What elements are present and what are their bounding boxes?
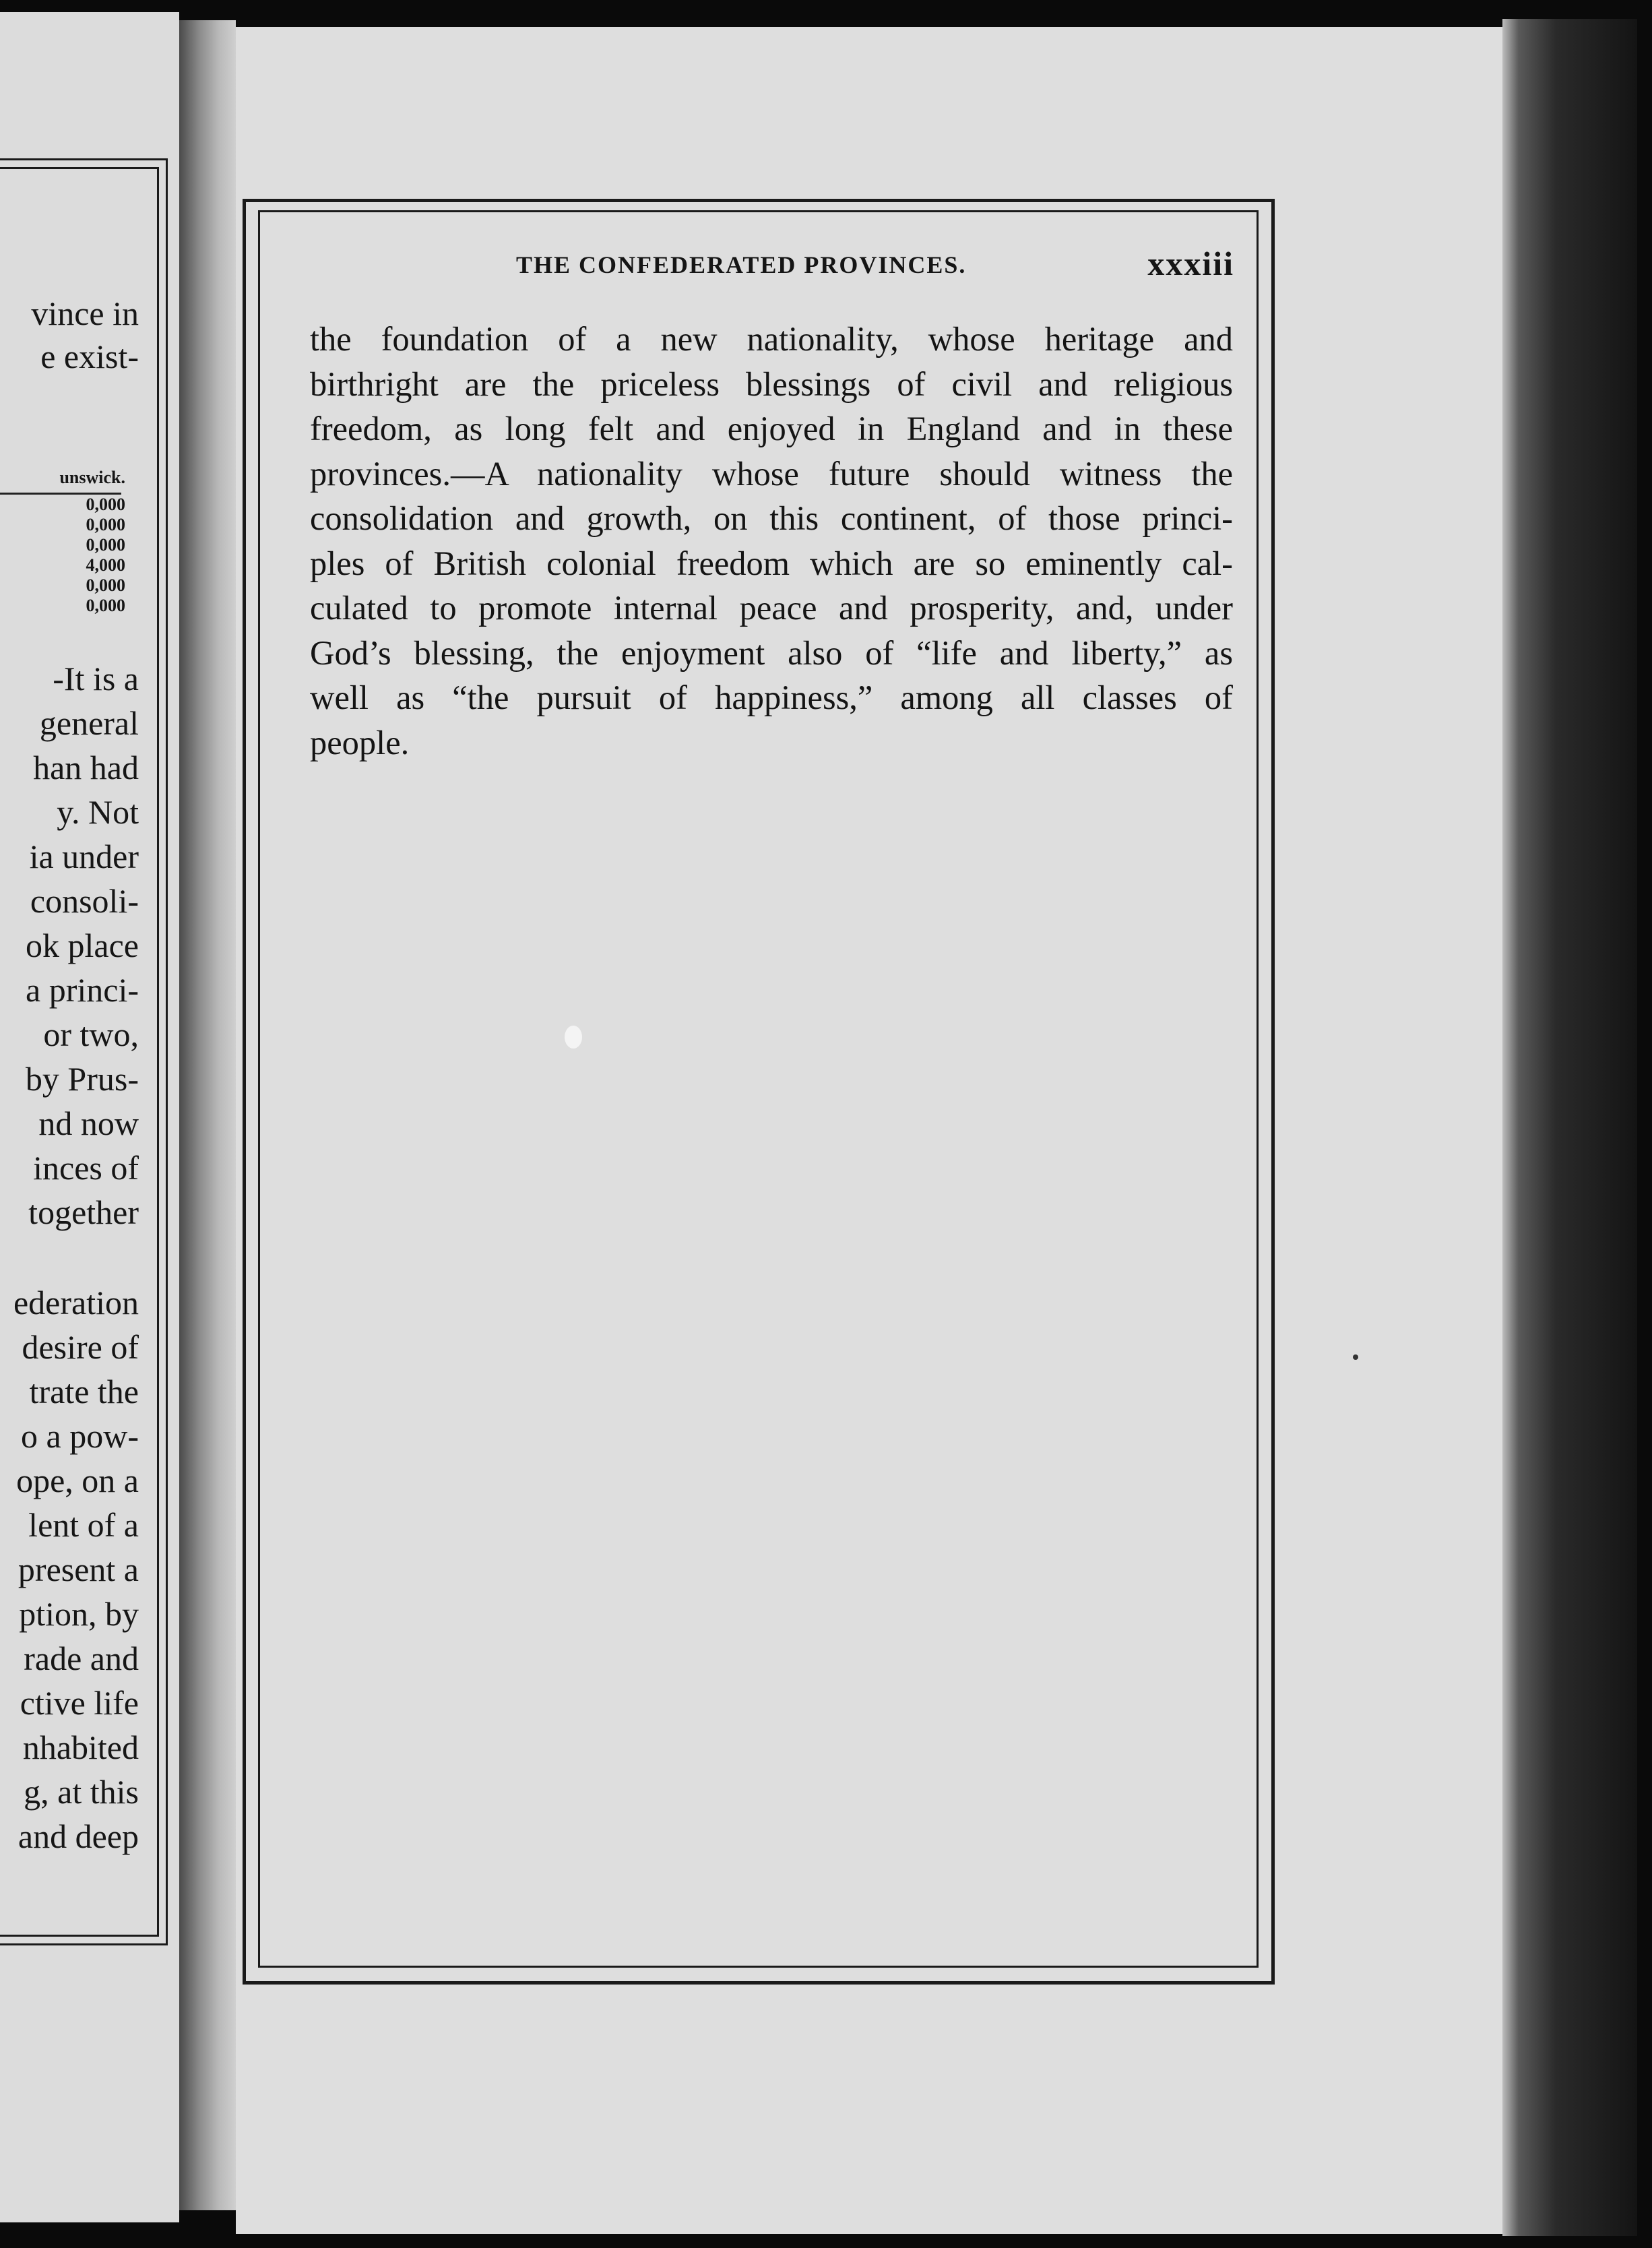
previous-page-line: by Prus- <box>25 1060 139 1098</box>
paper-speck <box>1353 1354 1358 1360</box>
previous-page-line: e exist- <box>40 338 139 375</box>
previous-page-line: y. Not <box>57 793 139 831</box>
previous-page-line: or two, <box>43 1016 139 1053</box>
previous-page-line: nhabited <box>22 1728 139 1766</box>
text-line: people. <box>310 723 410 761</box>
previous-page-line: inces of <box>33 1149 139 1187</box>
previous-page-line: together <box>28 1193 139 1231</box>
previous-page-line: rade and <box>24 1640 139 1677</box>
previous-page-line: ok place <box>26 927 139 964</box>
previous-page-table-heading: unswick. <box>59 468 125 487</box>
text-line: freedom, as long felt and enjoyed in England and in these <box>310 410 1233 447</box>
previous-page-table-value: 0,000 <box>86 535 125 555</box>
book-gutter <box>179 20 236 2210</box>
previous-page-line: vince in <box>31 294 139 332</box>
previous-page-table-value: 4,000 <box>86 555 125 575</box>
previous-page-line: ope, on a <box>16 1462 139 1499</box>
previous-page-line: ederation <box>13 1284 139 1321</box>
text-line: provinces.—A nationality whose future should witness the <box>310 454 1233 493</box>
previous-page-line: ption, by <box>19 1595 139 1633</box>
previous-page-table-value: 0,000 <box>86 495 125 514</box>
previous-page-line: ia under <box>29 838 139 875</box>
previous-page-line: consoli- <box>30 882 139 920</box>
previous-page-line: trate the <box>29 1373 139 1410</box>
previous-page-line: nd now <box>38 1104 139 1142</box>
previous-page-line: and deep <box>18 1817 139 1855</box>
text-line: well as “the pursuit of happiness,” among all classes of <box>310 679 1233 716</box>
previous-page-line: general <box>39 704 139 742</box>
previous-page-line: o a pow- <box>21 1417 139 1455</box>
text-line: the foundation of a new nationality, whose heritage and <box>310 320 1233 358</box>
text-line: consolidation and growth, on this continent, of those princi- <box>310 499 1233 537</box>
previous-page-line: lent of a <box>28 1506 139 1544</box>
previous-page-line: -It is a <box>53 660 139 697</box>
body-paragraph <box>310 317 1233 765</box>
previous-page-line: han had <box>33 749 139 786</box>
previous-page-line: present a <box>18 1551 139 1588</box>
page-number: xxxiii <box>1147 245 1234 282</box>
previous-page-table-value: 0,000 <box>86 575 125 595</box>
previous-page-line: a princi- <box>26 971 139 1009</box>
text-line: ples of British colonial freedom which are so eminently cal- <box>310 544 1233 582</box>
text-line: God’s blessing, the enjoyment also of “life and liberty,” as <box>310 633 1233 672</box>
previous-page-table-value: 0,000 <box>86 596 125 615</box>
text-line: birthright are the priceless blessings of civil and religious <box>310 365 1233 403</box>
previous-page-line: desire of <box>22 1328 139 1366</box>
page-edge-shadow <box>1502 19 1637 2236</box>
previous-page <box>0 12 179 2222</box>
text-line: culated to promote internal peace and prosperity, and, under <box>310 589 1233 627</box>
previous-page-line: ctive life <box>20 1684 139 1722</box>
running-head: THE CONFEDERATED PROVINCES. <box>516 251 967 278</box>
paper-speck <box>565 1026 582 1049</box>
previous-page-line: g, at this <box>24 1773 139 1811</box>
previous-page-table-value: 0,000 <box>86 515 125 534</box>
